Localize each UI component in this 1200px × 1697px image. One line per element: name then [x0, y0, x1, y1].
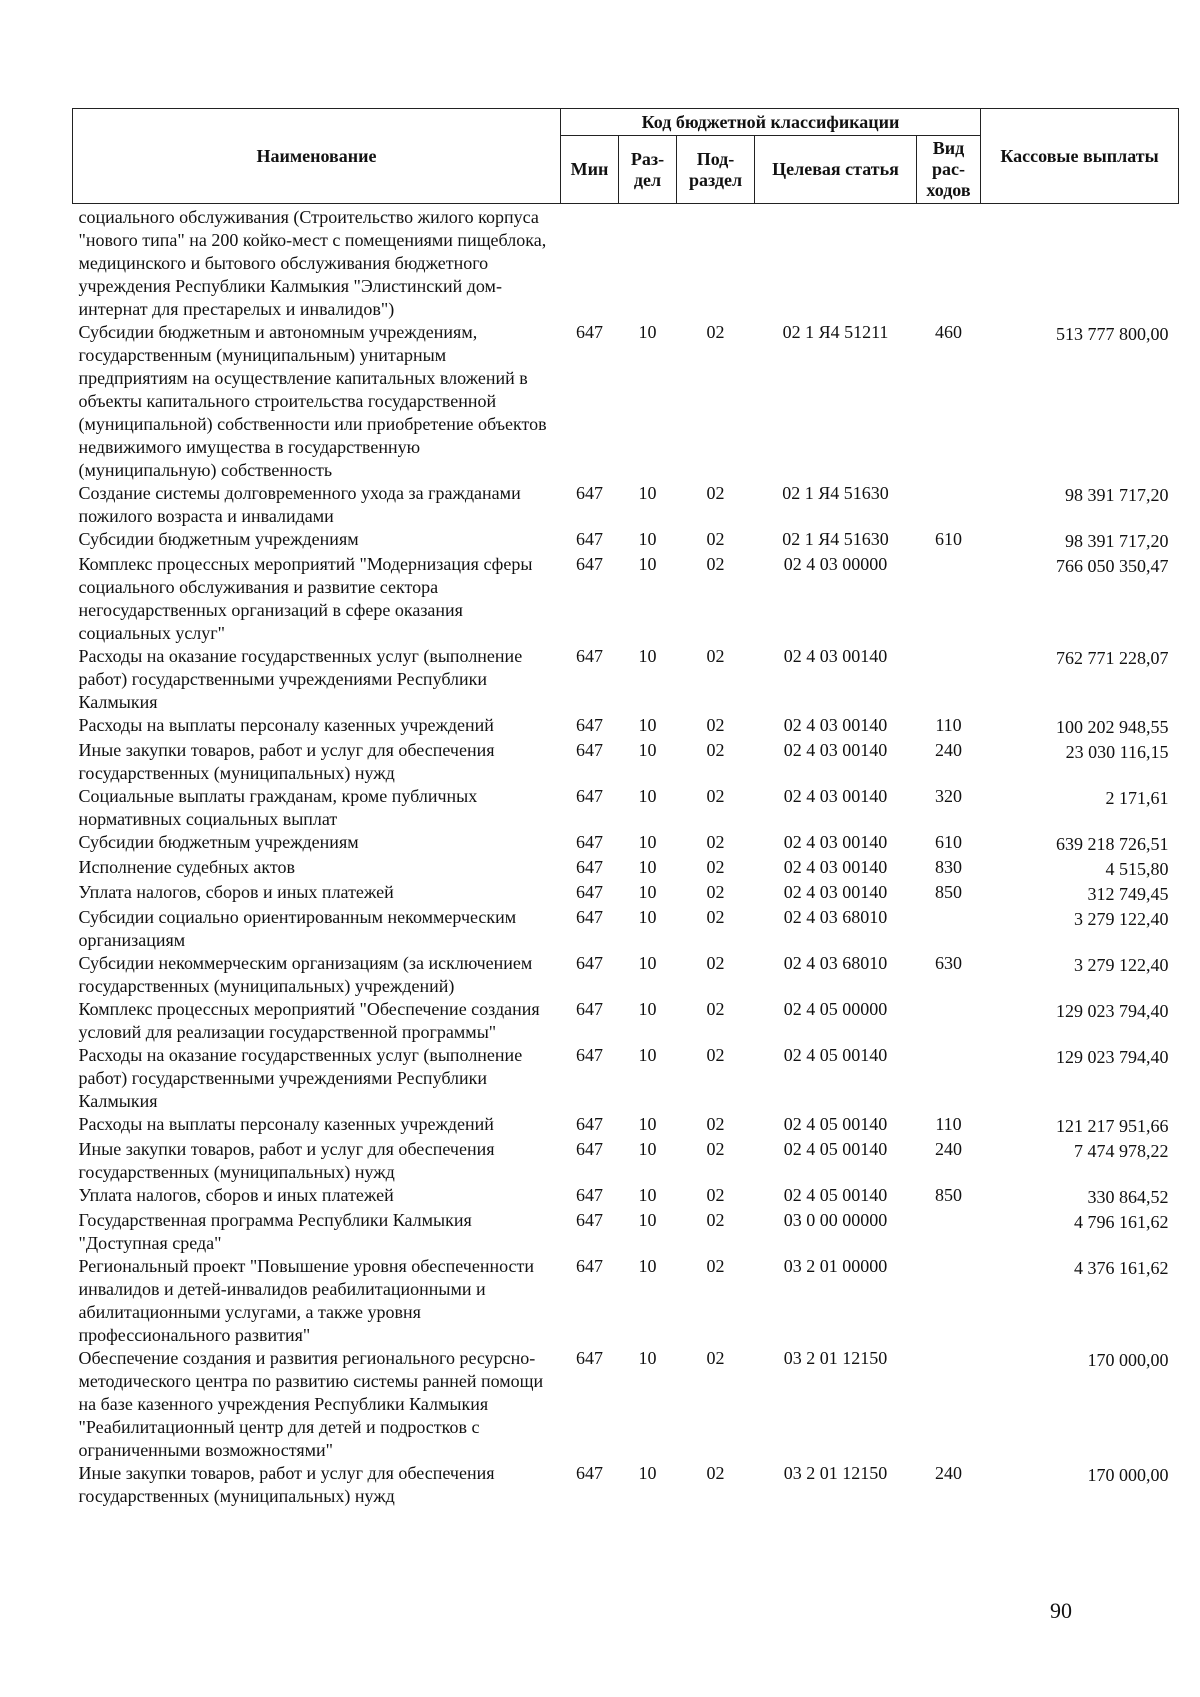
cell-min: 647 — [576, 1348, 603, 1368]
cell-name: Уплата налогов, сборов и иных платежей — [78, 882, 394, 902]
cell-section: 10 — [638, 857, 657, 877]
cell-subsection: 02 — [706, 322, 725, 342]
cell-expense-kind — [917, 998, 981, 1044]
cell-amount: 766 050 350,47 — [1056, 556, 1169, 576]
cell-name: Субсидии некоммерческим организациям (за исключением государственных (муниципальных) учреждений) — [78, 953, 533, 996]
cell-amount: 762 771 228,07 — [1056, 648, 1169, 668]
cell-target-article: 02 4 05 00140 — [783, 1139, 888, 1159]
cell-name: Региональный проект "Повышение уровня обеспеченности инвалидов и детей-инвалидов реабилитационными и абилитационными услугами, а также уровня профессионального развития" — [78, 1256, 535, 1345]
cell-min: 647 — [576, 1463, 603, 1483]
cell-name: Государственная программа Республики Калмыкия "Доступная среда" — [78, 1210, 472, 1253]
cell-expense-kind — [917, 1347, 981, 1462]
cell-subsection: 02 — [706, 1139, 725, 1159]
cell-amount: 4 376 161,62 — [1074, 1258, 1169, 1278]
cell-target-article: 02 1 Я4 51211 — [782, 322, 889, 342]
cell-amount: 121 217 951,66 — [1056, 1116, 1169, 1136]
header-cash-payments: Кассовые выплаты — [981, 109, 1179, 204]
cell-target-article: 03 0 00 00000 — [783, 1210, 888, 1230]
table-row — [73, 1462, 1179, 1508]
cell-expense-kind — [917, 1044, 981, 1113]
header-target-article: Целевая статья — [755, 136, 917, 204]
cell-target-article: 02 1 Я4 51630 — [782, 483, 889, 503]
cell-expense-kind — [917, 645, 981, 714]
cell-amount: 3 279 122,40 — [1074, 909, 1169, 929]
cell-target-article: 02 1 Я4 51630 — [782, 529, 889, 549]
table-row — [73, 1184, 1179, 1209]
cell-min: 647 — [576, 953, 603, 973]
table-row — [73, 831, 1179, 856]
cell-amount: 129 023 794,40 — [1056, 1001, 1169, 1021]
cell-amount: 639 218 726,51 — [1056, 834, 1169, 854]
cell-target-article: 03 2 01 12150 — [783, 1463, 888, 1483]
cell-amount: 312 749,45 — [1087, 884, 1169, 904]
cell-amount: 513 777 800,00 — [1056, 324, 1169, 344]
table-header — [73, 109, 1179, 204]
cell-name: Создание системы долговременного ухода за гражданами пожилого возраста и инвалидами — [78, 483, 521, 526]
cell-target-article: 02 4 03 00140 — [783, 786, 888, 806]
cell-section: 10 — [638, 554, 657, 574]
cell-target-article: 03 2 01 12150 — [783, 1348, 888, 1368]
table-row — [73, 1138, 1179, 1184]
cell-expense-kind: 240 — [935, 1463, 962, 1483]
cell-min: 647 — [576, 1139, 603, 1159]
table-row — [73, 1255, 1179, 1347]
cell-expense-kind: 240 — [935, 740, 962, 760]
table-row — [73, 645, 1179, 714]
cell-amount: 3 279 122,40 — [1074, 955, 1169, 975]
cell-name: Расходы на оказание государственных услуг (выполнение работ) государственными учреждениями Республики Калмыкия — [78, 646, 523, 712]
cell-target-article: 02 4 03 00000 — [783, 554, 888, 574]
cell-section: 10 — [638, 1210, 657, 1230]
budget-table — [72, 108, 1179, 1508]
cell-amount: 98 391 717,20 — [1065, 531, 1169, 551]
cell-section: 10 — [638, 953, 657, 973]
table-row — [73, 952, 1179, 998]
cell-min: 647 — [576, 646, 603, 666]
table-row — [73, 906, 1179, 952]
cell-amount: 129 023 794,40 — [1056, 1047, 1169, 1067]
header-classification-code: Код бюджетной классификации — [561, 109, 981, 136]
cell-target-article: 02 4 05 00140 — [783, 1185, 888, 1205]
table-row — [73, 1347, 1179, 1462]
cell-expense-kind: 240 — [935, 1139, 962, 1159]
cell-name: Расходы на выплаты персоналу казенных учреждений — [78, 715, 494, 735]
cell-section: 10 — [638, 529, 657, 549]
cell-section: 10 — [638, 999, 657, 1019]
cell-target-article: 02 4 03 00140 — [783, 646, 888, 666]
table-row — [73, 739, 1179, 785]
table-row — [73, 856, 1179, 881]
cell-name: Расходы на выплаты персоналу казенных учреждений — [78, 1114, 494, 1134]
cell-expense-kind: 850 — [935, 882, 962, 902]
cell-target-article: 02 4 05 00000 — [783, 999, 888, 1019]
cell-expense-kind — [917, 1255, 981, 1347]
cell-section: 10 — [638, 322, 657, 342]
cell-section: 10 — [638, 1348, 657, 1368]
cell-target-article: 02 4 03 68010 — [783, 907, 888, 927]
cell-amount: 4 796 161,62 — [1074, 1212, 1169, 1232]
table-row — [73, 785, 1179, 831]
cell-expense-kind — [917, 1209, 981, 1255]
table-row — [73, 321, 1179, 482]
cell-name: Комплекс процессных мероприятий "Модернизация сферы социального обслуживания и развитие сектора негосударственных организаций в сфере оказания социальных услуг" — [78, 554, 533, 643]
header-name: Наименование — [73, 109, 561, 204]
cell-target-article: 03 2 01 00000 — [783, 1256, 888, 1276]
cell-amount: 4 515,80 — [1105, 859, 1169, 879]
table-row — [73, 553, 1179, 645]
cell-min: 647 — [576, 740, 603, 760]
cell-section — [619, 204, 677, 322]
cell-subsection: 02 — [706, 1045, 725, 1065]
cell-name: Уплата налогов, сборов и иных платежей — [78, 1185, 394, 1205]
cell-section: 10 — [638, 1256, 657, 1276]
cell-section: 10 — [638, 483, 657, 503]
cell-expense-kind: 460 — [935, 322, 962, 342]
cell-target-article: 02 4 03 00140 — [783, 740, 888, 760]
cell-expense-kind — [917, 204, 981, 322]
cell-target-article: 02 4 05 00140 — [783, 1114, 888, 1134]
cell-subsection: 02 — [706, 832, 725, 852]
cell-min: 647 — [576, 483, 603, 503]
header-section: Раз-дел — [619, 136, 677, 204]
header-expense-kind: Вид рас-ходов — [917, 136, 981, 204]
cell-section: 10 — [638, 882, 657, 902]
cell-target-article: 02 4 03 00140 — [783, 832, 888, 852]
cell-section: 10 — [638, 1114, 657, 1134]
cell-target-article: 02 4 03 00140 — [783, 715, 888, 735]
cell-target-article: 02 4 03 00140 — [783, 882, 888, 902]
table-row — [73, 482, 1179, 528]
cell-min: 647 — [576, 1114, 603, 1134]
cell-min: 647 — [576, 999, 603, 1019]
cell-amount: 23 030 116,15 — [1065, 742, 1169, 762]
table-body — [73, 204, 1179, 1509]
cell-min: 647 — [576, 857, 603, 877]
cell-target-article: 02 4 03 00140 — [783, 857, 888, 877]
table-row — [73, 1044, 1179, 1113]
cell-subsection: 02 — [706, 483, 725, 503]
cell-expense-kind: 110 — [935, 1114, 962, 1134]
cell-amount — [981, 204, 1179, 322]
cell-section: 10 — [638, 740, 657, 760]
cell-expense-kind: 610 — [935, 832, 962, 852]
cell-subsection: 02 — [706, 1210, 725, 1230]
cell-subsection: 02 — [706, 1348, 725, 1368]
cell-name: социального обслуживания (Строительство жилого корпуса "нового типа" на 200 койко-мест с помещениями пищеблока, медицинского и бытового обслуживания бюджетного учреждения Республики Калмыкия "Элистинский дом-интернат для престарелых и инвалидов") — [78, 207, 547, 319]
cell-subsection: 02 — [706, 907, 725, 927]
cell-expense-kind: 630 — [935, 953, 962, 973]
cell-min: 647 — [576, 1210, 603, 1230]
cell-name: Иные закупки товаров, работ и услуг для обеспечения государственных (муниципальных) нужд — [78, 1139, 495, 1182]
cell-min: 647 — [576, 882, 603, 902]
table-row — [73, 998, 1179, 1044]
cell-subsection: 02 — [706, 999, 725, 1019]
cell-amount: 330 864,52 — [1087, 1187, 1169, 1207]
cell-min: 647 — [576, 322, 603, 342]
cell-expense-kind: 320 — [935, 786, 962, 806]
cell-subsection: 02 — [706, 882, 725, 902]
cell-name: Субсидии бюджетным и автономным учреждениям, государственным (муниципальным) унитарным предприятиям на осуществление капитальных вложений в объекты капитального строительства государственной (муниципальной) собственности или приобретение объектов недвижимого имущества в государственную (муниципальную) собственность — [78, 322, 547, 480]
cell-expense-kind: 110 — [935, 715, 962, 735]
cell-subsection: 02 — [706, 857, 725, 877]
cell-min: 647 — [576, 1185, 603, 1205]
table-row — [73, 1113, 1179, 1138]
cell-name: Социальные выплаты гражданам, кроме публичных нормативных социальных выплат — [78, 786, 478, 829]
cell-subsection: 02 — [706, 740, 725, 760]
table-row — [73, 714, 1179, 739]
page-number: 90 — [1050, 1598, 1072, 1623]
cell-subsection: 02 — [706, 529, 725, 549]
cell-subsection: 02 — [706, 1114, 725, 1134]
cell-min: 647 — [576, 529, 603, 549]
cell-expense-kind — [917, 553, 981, 645]
cell-subsection: 02 — [706, 786, 725, 806]
cell-amount: 98 391 717,20 — [1065, 485, 1169, 505]
cell-subsection — [677, 204, 755, 322]
cell-subsection: 02 — [706, 646, 725, 666]
cell-subsection: 02 — [706, 1256, 725, 1276]
cell-section: 10 — [638, 715, 657, 735]
cell-section: 10 — [638, 832, 657, 852]
cell-amount: 100 202 948,55 — [1056, 717, 1169, 737]
cell-min: 647 — [576, 554, 603, 574]
cell-min: 647 — [576, 907, 603, 927]
cell-section: 10 — [638, 1185, 657, 1205]
header-subsection: Под-раздел — [677, 136, 755, 204]
cell-amount: 170 000,00 — [1087, 1465, 1169, 1485]
cell-min: 647 — [576, 786, 603, 806]
cell-name: Субсидии бюджетным учреждениям — [78, 529, 359, 549]
cell-subsection: 02 — [706, 554, 725, 574]
table-row — [73, 528, 1179, 553]
cell-section: 10 — [638, 646, 657, 666]
cell-subsection: 02 — [706, 1463, 725, 1483]
cell-amount: 170 000,00 — [1087, 1350, 1169, 1370]
header-min: Мин — [561, 136, 619, 204]
cell-amount: 2 171,61 — [1105, 788, 1169, 808]
cell-section: 10 — [638, 1045, 657, 1065]
cell-subsection: 02 — [706, 1185, 725, 1205]
cell-subsection: 02 — [706, 953, 725, 973]
cell-expense-kind: 610 — [935, 529, 962, 549]
cell-min: 647 — [576, 1256, 603, 1276]
cell-name: Субсидии социально ориентированным некоммерческим организациям — [78, 907, 517, 950]
cell-name: Субсидии бюджетным учреждениям — [78, 832, 359, 852]
cell-min — [561, 204, 619, 322]
cell-expense-kind: 830 — [935, 857, 962, 877]
table-row — [73, 1209, 1179, 1255]
cell-section: 10 — [638, 786, 657, 806]
cell-target-article: 02 4 03 68010 — [783, 953, 888, 973]
cell-name: Комплекс процессных мероприятий "Обеспечение создания условий для реализации государственной программы" — [78, 999, 540, 1042]
cell-name: Иные закупки товаров, работ и услуг для обеспечения государственных (муниципальных) нужд — [78, 1463, 495, 1506]
cell-min: 647 — [576, 832, 603, 852]
cell-min: 647 — [576, 1045, 603, 1065]
cell-expense-kind: 850 — [935, 1185, 962, 1205]
table-row — [73, 204, 1179, 322]
cell-amount: 7 474 978,22 — [1074, 1141, 1169, 1161]
cell-min: 647 — [576, 715, 603, 735]
cell-section: 10 — [638, 907, 657, 927]
cell-name: Расходы на оказание государственных услуг (выполнение работ) государственными учреждениями Республики Калмыкия — [78, 1045, 523, 1111]
cell-name: Исполнение судебных актов — [78, 857, 296, 877]
cell-target-article — [755, 204, 917, 322]
cell-section: 10 — [638, 1463, 657, 1483]
cell-name: Иные закупки товаров, работ и услуг для обеспечения государственных (муниципальных) нужд — [78, 740, 495, 783]
table-row — [73, 881, 1179, 906]
cell-subsection: 02 — [706, 715, 725, 735]
cell-expense-kind — [917, 482, 981, 528]
cell-name: Обеспечение создания и развития регионального ресурсно-методического центра по развитию системы ранней помощи на базе казенного учреждения Республики Калмыкия "Реабилитационный центр для детей и подростков с ограниченными возможностями" — [78, 1348, 544, 1460]
cell-target-article: 02 4 05 00140 — [783, 1045, 888, 1065]
cell-section: 10 — [638, 1139, 657, 1159]
cell-expense-kind — [917, 906, 981, 952]
